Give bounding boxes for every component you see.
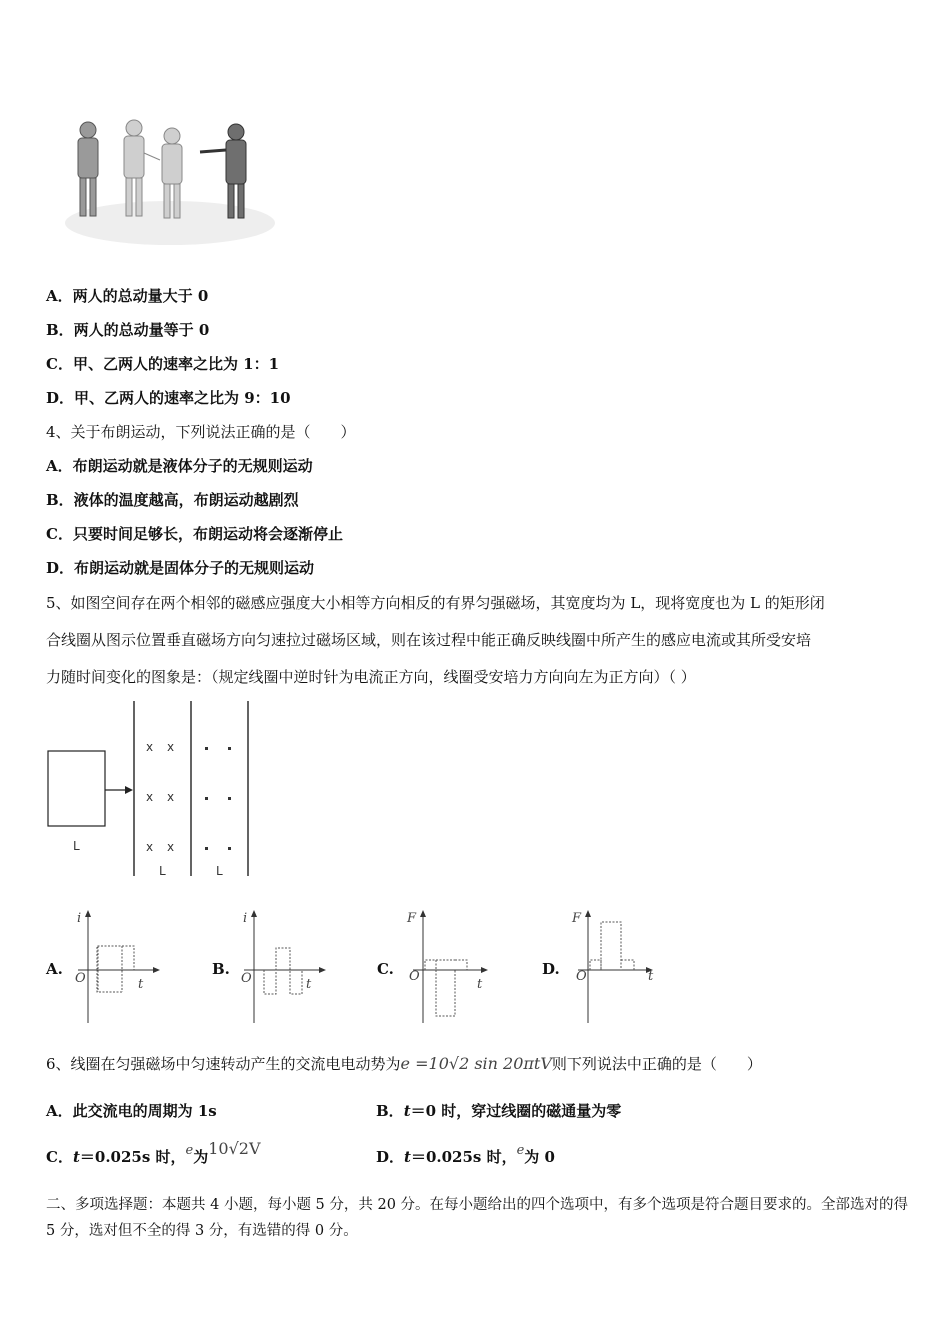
q6-option-b: B．t＝0 时，穿过线圈的磁通量为零 bbox=[376, 1102, 622, 1120]
coil-rectangle bbox=[48, 751, 105, 826]
svg-text:i: i bbox=[77, 911, 82, 926]
svg-text:t: t bbox=[648, 969, 654, 984]
q3-option-d: D．甲、乙两人的速率之比为 9：10 bbox=[46, 389, 291, 407]
svg-text:x: x bbox=[146, 790, 154, 804]
svg-text:O: O bbox=[409, 969, 420, 984]
svg-text:F: F bbox=[407, 911, 417, 926]
q5-graph-b bbox=[238, 908, 328, 1026]
svg-text:t: t bbox=[306, 977, 312, 992]
svg-text:x: x bbox=[167, 790, 175, 804]
q4-stem: 4、关于布朗运动，下列说法正确的是（ ） bbox=[46, 423, 356, 441]
field-label-1: L bbox=[159, 864, 166, 878]
section-2-heading: 二、多项选择题：本题共 4 小题，每小题 5 分，共 20 分。在每小题给出的四个选项中，有多个选项是符合题目要求的。全部选对的得 5 分，选对但不全的得 3 分，有选错的得 0 分。 bbox=[46, 1197, 909, 1239]
q5-stem-line1: 5、如图空间存在两个相邻的磁感应强度大小相等方向相反的有界匀强磁场，其宽度均为 L，现将宽度也为 L 的矩形闭 bbox=[46, 594, 825, 612]
q5-graph-d bbox=[568, 908, 658, 1026]
q3-option-a: A．两人的总动量大于 0 bbox=[46, 287, 209, 305]
svg-text:O: O bbox=[241, 971, 252, 986]
q6-option-a: A．此交流电的周期为 1s bbox=[46, 1102, 217, 1120]
q4-option-d: D．布朗运动就是固体分子的无规则运动 bbox=[46, 559, 315, 577]
q5-stem-line3: 力随时间变化的图象是：（规定线圈中逆时针为电流正方向，线圈受安培力方向向左为正方向）（ ） bbox=[46, 668, 696, 686]
svg-text:O: O bbox=[75, 971, 86, 986]
q5-graph-a bbox=[72, 908, 162, 1026]
svg-text:t: t bbox=[477, 977, 483, 992]
q4-option-a: A．布朗运动就是液体分子的无规则运动 bbox=[46, 457, 313, 475]
svg-text:O: O bbox=[576, 969, 587, 984]
q3-option-c: C．甲、乙两人的速率之比为 1：1 bbox=[46, 355, 280, 373]
q6-option-c: C．t＝0.025s 时，e为10√2V bbox=[46, 1139, 261, 1166]
svg-text:t: t bbox=[138, 977, 144, 992]
q5-graph-c bbox=[403, 908, 493, 1026]
magnetic-field-figure bbox=[40, 698, 270, 883]
q5-option-b-label: B. bbox=[212, 960, 230, 978]
q5-stem-line2: 合线圈从图示位置垂直磁场方向匀速拉过磁场区域，则在该过程中能正确反映线圈中所产生的感应电流或其所受安培 bbox=[46, 631, 812, 649]
svg-text:i: i bbox=[243, 911, 248, 926]
q4-option-b: B．液体的温度越高，布朗运动越剧烈 bbox=[46, 491, 299, 509]
svg-text:x: x bbox=[146, 740, 154, 754]
svg-text:F: F bbox=[572, 911, 582, 926]
q6-formula: e =10√2 sin 20πtV bbox=[400, 1054, 552, 1073]
q5-option-a-label: A. bbox=[46, 960, 63, 978]
skaters-illustration bbox=[60, 108, 285, 253]
field-label-2: L bbox=[216, 864, 223, 878]
q5-option-c-label: C. bbox=[377, 960, 394, 978]
svg-text:x: x bbox=[146, 840, 154, 854]
q6-option-d: D．t＝0.025s 时，e为 0 bbox=[376, 1143, 555, 1166]
q4-option-c: C．只要时间足够长，布朗运动将会逐渐停止 bbox=[46, 525, 343, 543]
q3-option-b: B．两人的总动量等于 0 bbox=[46, 321, 210, 339]
q6-stem: 6、线圈在匀强磁场中匀速转动产生的交流电电动势为e =10√2 sin 20πtV则下列说法中正确的是（ ） bbox=[46, 1054, 762, 1073]
q5-option-d-label: D. bbox=[542, 960, 560, 978]
svg-text:x: x bbox=[167, 840, 175, 854]
svg-text:x: x bbox=[167, 740, 175, 754]
coil-label: L bbox=[73, 839, 80, 853]
